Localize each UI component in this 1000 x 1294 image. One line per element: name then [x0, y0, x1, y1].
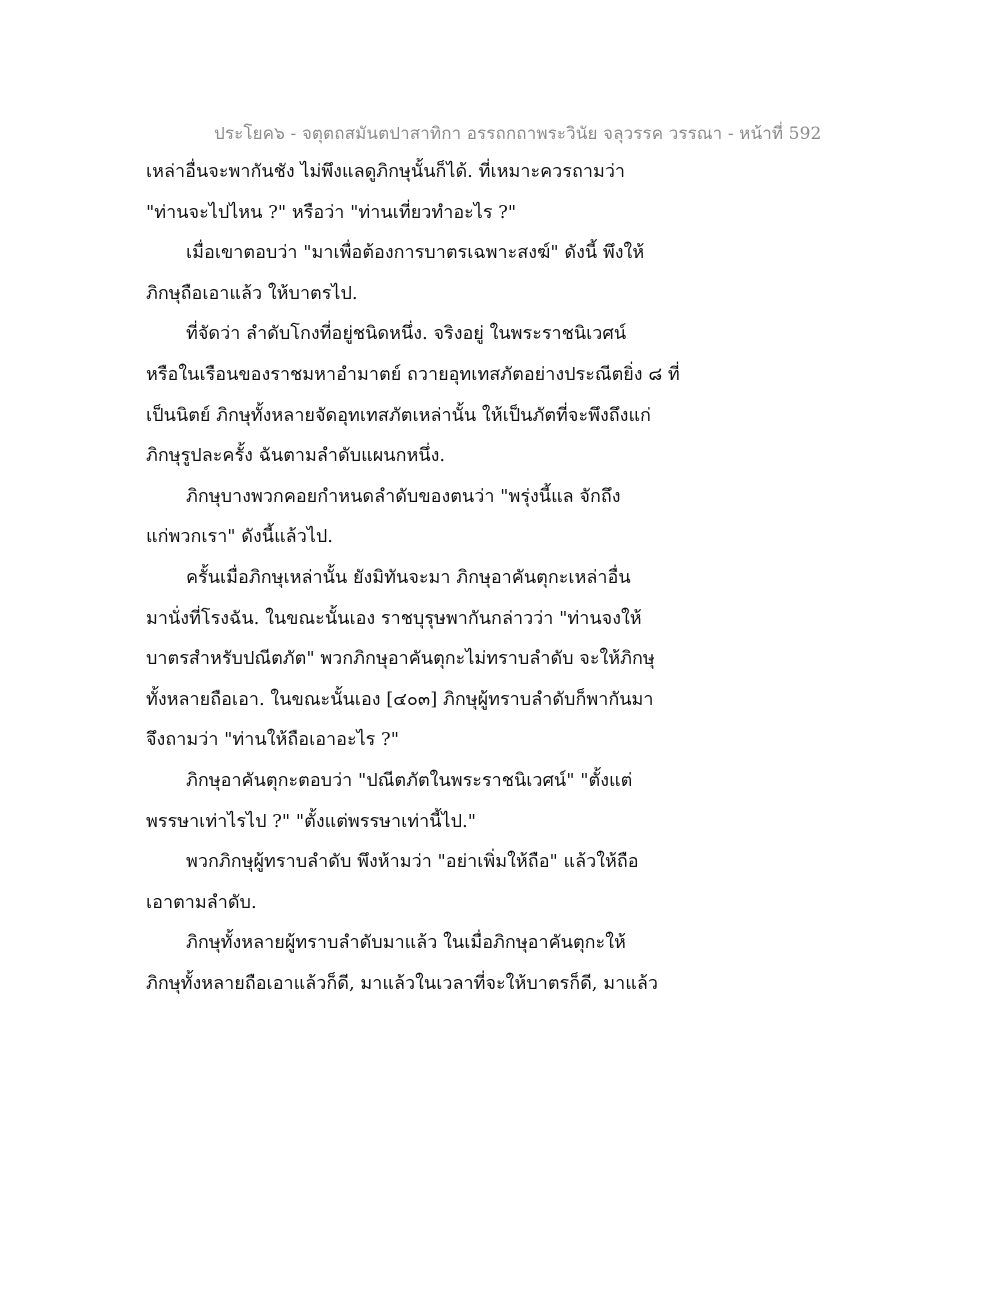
text-line: เอาตามลำดับ.: [146, 891, 257, 913]
text-line: จึงถามว่า "ท่านให้ถือเอาอะไร ?": [146, 729, 399, 751]
text-line: เป็นนิตย์ ภิกษุทั้งหลายจัดอุทเทสภัตเหล่านั้น ให้เป็นภัตที่จะพึงถึงแก่: [146, 404, 651, 426]
paragraph-first-line: ที่จัดว่า ลำดับโกงที่อยู่ชนิดหนึ่ง. จริงอยู่ ในพระราชนิเวศน์: [186, 323, 627, 345]
body-text: [146, 152, 726, 1004]
running-header: ประโยค๖ - จตุตถสมันตปาสาทิกา อรรถกถาพระวินัย จลุวรรค วรรณา - หน้าที่ 592: [214, 124, 822, 144]
paragraph-first-line: พวกภิกษุผู้ทราบลำดับ พึงห้ามว่า "อย่าเพิ่มให้ถือ" แล้วให้ถือ: [186, 851, 639, 873]
text-line: ทั้งหลายถือเอา. ในขณะนั้นเอง [๔๐๓] ภิกษุผู้ทราบลำดับก็พากันมา: [146, 688, 654, 710]
text-line: ภิกษุทั้งหลายถือเอาแล้วก็ดี, มาแล้วในเวลาที่จะให้บาตรก็ดี, มาแล้ว: [146, 972, 658, 994]
paragraph-first-line: ครั้นเมื่อภิกษุเหล่านั้น ยังมิทันจะมา ภิกษุอาคันตุกะเหล่าอื่น: [186, 566, 631, 588]
paragraph-first-line: ภิกษุบางพวกคอยกำหนดลำดับของตนว่า "พรุ่งนี้แล จักถึง: [186, 485, 621, 507]
text-line: บาตรสำหรับปณีตภัต" พวกภิกษุอาคันตุกะไม่ทราบลำดับ จะให้ภิกษุ: [146, 648, 655, 670]
text-line: มานั่งที่โรงฉัน. ในขณะนั้นเอง ราชบุรุษพากันกล่าวว่า "ท่านจงให้: [146, 607, 642, 629]
text-line: พรรษาเท่าไรไป ?" "ตั้งแต่พรรษาเท่านี้ไป.": [146, 810, 477, 832]
text-line: "ท่านจะไปไหน ?" หรือว่า "ท่านเที่ยวทำอะไร ?": [146, 201, 517, 223]
text-line: ภิกษุรูปละครั้ง ฉันตามลำดับแผนกหนึ่ง.: [146, 445, 446, 467]
paragraph-first-line: ภิกษุอาคันตุกะตอบว่า "ปณีตภัตในพระราชนิเวศน์" "ตั้งแต่: [186, 769, 633, 791]
text-line: หรือในเรือนของราชมหาอำมาตย์ ถวายอุทเทสภัตอย่างประณีตยิ่ง ๘ ที่: [146, 363, 680, 385]
text-line: แก่พวกเรา" ดังนี้แล้วไป.: [146, 526, 334, 548]
paragraph-first-line: ภิกษุทั้งหลายผู้ทราบลำดับมาแล้ว ในเมื่อภิกษุอาคันตุกะให้: [186, 932, 626, 954]
paragraph-first-line: เมื่อเขาตอบว่า "มาเพื่อต้องการบาตรเฉพาะสงฆ์" ดังนี้ พึงให้: [186, 242, 645, 264]
text-line: เหล่าอื่นจะพากันชัง ไม่พึงแลดูภิกษุนั้นก็ได้. ที่เหมาะควรถามว่า: [146, 161, 626, 182]
text-line: ภิกษุถือเอาแล้ว ให้บาตรไป.: [146, 282, 358, 304]
